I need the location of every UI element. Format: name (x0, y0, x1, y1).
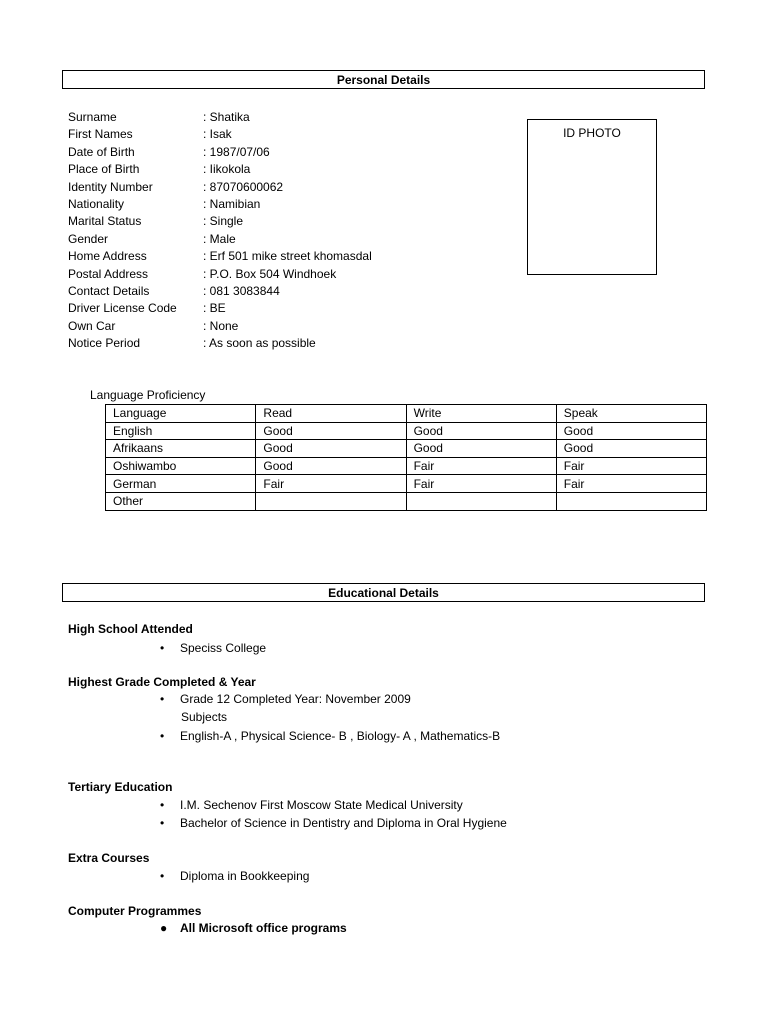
bullet-icon: • (160, 816, 165, 830)
detail-row-identity-number (68, 179, 528, 196)
table-cell: German (106, 475, 256, 493)
table-cell: English (106, 422, 256, 440)
highest-grade-heading: Highest Grade Completed & Year (68, 675, 256, 689)
table-cell: Good (556, 440, 706, 458)
list-item-text: Speciss College (180, 641, 267, 655)
detail-value: : Shatika (203, 110, 250, 124)
computer-programmes-heading: Computer Programmes (68, 904, 202, 918)
detail-label: Own Car (68, 318, 116, 333)
bullet-icon: • (160, 641, 165, 655)
table-header-cell: Write (406, 405, 556, 423)
table-header-cell: Read (256, 405, 406, 423)
detail-value: : 1987/07/06 (203, 144, 270, 159)
high-school-heading: High School Attended (68, 622, 193, 636)
detail-label: Identity Number (68, 179, 153, 194)
educational-details-heading: Educational Details (62, 583, 705, 602)
detail-row-first-names (68, 126, 528, 143)
bullet-icon: • (160, 692, 165, 706)
detail-label: Gender (68, 231, 109, 246)
table-cell: Fair (406, 457, 556, 475)
list-item (160, 798, 463, 812)
table-header-cell: Speak (556, 405, 706, 423)
id-photo-box: ID PHOTO (527, 119, 657, 275)
table-cell: Fair (556, 457, 706, 475)
bullet-icon: • (160, 869, 165, 883)
table-cell: Good (256, 440, 406, 458)
detail-value: : P.O. Box 504 Windhoek (203, 266, 337, 281)
detail-label: Notice Period (68, 336, 141, 351)
detail-value: : Single (203, 214, 244, 229)
detail-value: : 081 3083844 (203, 283, 280, 298)
list-item (160, 692, 411, 706)
table-row (106, 405, 707, 423)
list-item-text: I.M. Sechenov First Moscow State Medical University (180, 798, 463, 812)
list-item (160, 816, 507, 830)
table-cell (406, 492, 556, 510)
table-cell: Good (256, 422, 406, 440)
list-item-text: English-A , Physical Science- B , Biology- A , Mathematics-B (180, 729, 501, 743)
detail-value: : Isak (203, 127, 232, 142)
detail-value: : None (203, 318, 239, 333)
detail-row-contact-details (68, 283, 528, 300)
detail-label: Place of Birth (68, 162, 140, 177)
table-header-cell: Language (106, 405, 256, 423)
table-cell: Other (106, 492, 256, 510)
bullet-icon: ● (160, 921, 168, 935)
list-item-text: Grade 12 Completed Year: November 2009 (180, 692, 411, 706)
table-cell: Fair (406, 475, 556, 493)
language-table (105, 404, 707, 511)
list-item-text: Diploma in Bookkeeping (180, 869, 310, 883)
bullet-icon: • (160, 798, 165, 812)
list-item (160, 729, 500, 743)
table-row (106, 475, 707, 493)
detail-label: Date of Birth (68, 144, 135, 159)
detail-row-postal-address (68, 266, 528, 283)
detail-row-place-of-birth (68, 161, 528, 178)
table-cell: Good (406, 422, 556, 440)
detail-row-date-of-birth (68, 144, 528, 161)
detail-row-surname (68, 109, 528, 126)
detail-row-home-address (68, 248, 528, 265)
tertiary-education-heading: Tertiary Education (68, 780, 173, 794)
table-cell: Good (256, 457, 406, 475)
detail-label: Nationality (68, 196, 125, 211)
personal-details-heading: Personal Details (62, 70, 705, 89)
language-proficiency-title: Language Proficiency (90, 388, 206, 402)
detail-label: Surname (68, 110, 117, 124)
detail-label: Driver License Code (68, 301, 177, 316)
table-row (106, 440, 707, 458)
extra-courses-heading: Extra Courses (68, 851, 150, 865)
detail-label: Home Address (68, 249, 147, 264)
table-cell (556, 492, 706, 510)
table-cell: Afrikaans (106, 440, 256, 458)
table-cell: Good (406, 440, 556, 458)
personal-details-list (68, 109, 528, 352)
detail-row-nationality (68, 196, 528, 213)
detail-row-marital-status (68, 213, 528, 230)
detail-value: : BE (203, 301, 226, 316)
detail-row-driver-license (68, 300, 528, 317)
detail-row-gender (68, 231, 528, 248)
detail-label: Postal Address (68, 266, 149, 281)
table-cell: Fair (256, 475, 406, 493)
list-item (160, 869, 309, 883)
list-item-text: Bachelor of Science in Dentistry and Diploma in Oral Hygiene (180, 816, 507, 830)
bullet-icon: • (160, 729, 165, 743)
detail-value: : Erf 501 mike street khomasdal (203, 249, 372, 264)
detail-label: Marital Status (68, 214, 142, 229)
table-row (106, 422, 707, 440)
table-row (106, 492, 707, 510)
detail-value: : Namibian (203, 196, 261, 211)
list-item-text: All Microsoft office programs (180, 921, 347, 935)
detail-row-notice-period (68, 335, 528, 352)
detail-value: : Male (203, 231, 236, 246)
subjects-label: Subjects (181, 710, 228, 724)
detail-value: : 87070600062 (203, 179, 284, 194)
table-cell: Oshiwambo (106, 457, 256, 475)
detail-label: First Names (68, 127, 133, 142)
table-cell (256, 492, 406, 510)
detail-value: : As soon as possible (203, 336, 316, 351)
table-cell: Good (556, 422, 706, 440)
list-item (160, 921, 347, 935)
detail-value: : Iikokola (203, 162, 251, 177)
table-row (106, 457, 707, 475)
list-item (160, 641, 266, 655)
table-cell: Fair (556, 475, 706, 493)
detail-label: Contact Details (68, 283, 150, 298)
detail-row-own-car (68, 318, 528, 335)
